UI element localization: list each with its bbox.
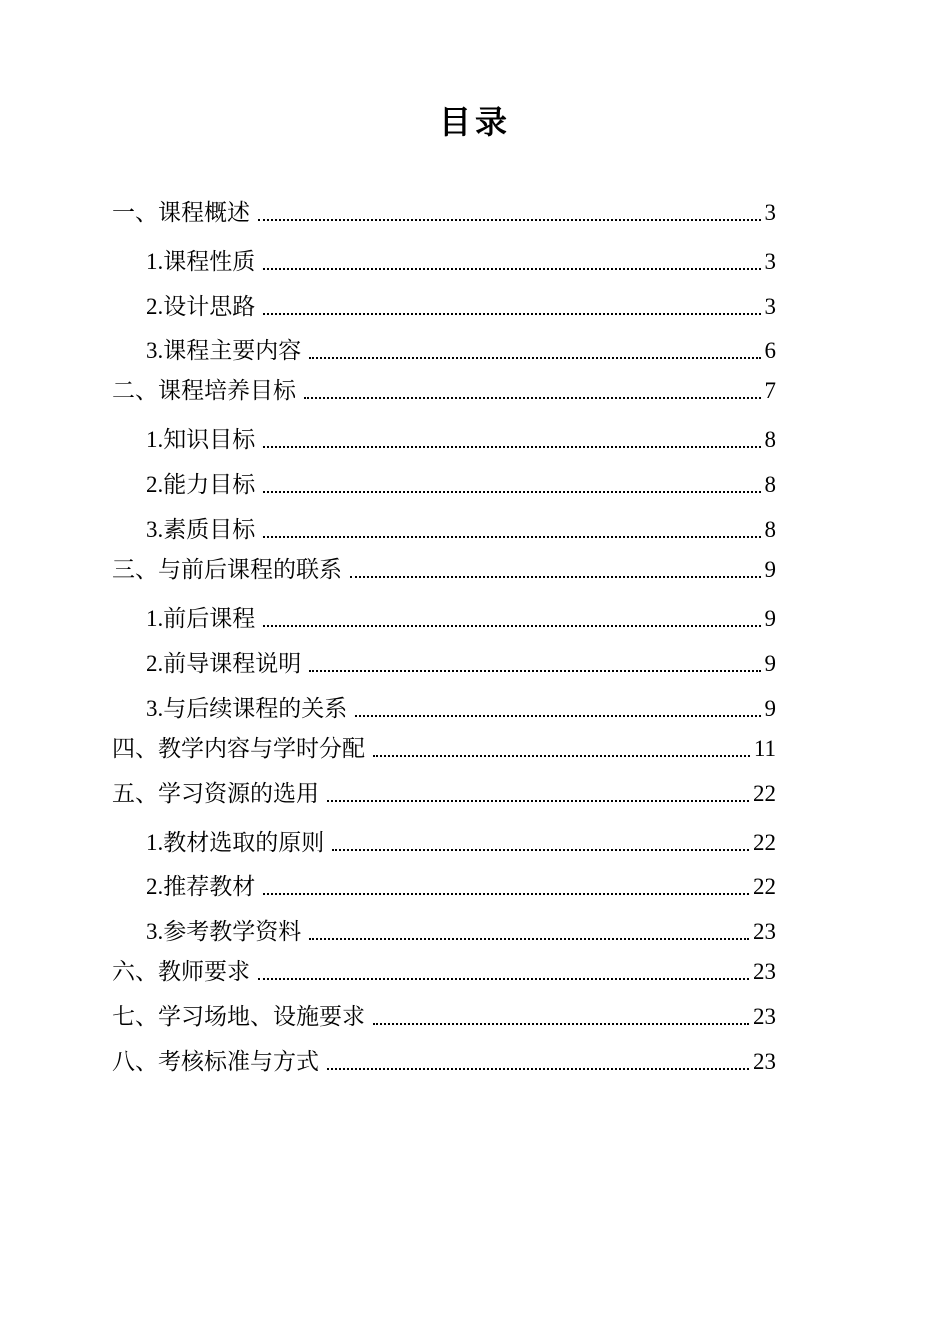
entry-page-number: 22 <box>753 874 776 899</box>
entry-number: 3. <box>146 338 164 363</box>
dot-leader <box>350 576 761 578</box>
entry-number: 三、 <box>112 557 158 582</box>
entry-page-number: 6 <box>764 338 776 363</box>
entry-number: 七、 <box>112 1004 158 1029</box>
entry-title: 教学内容与学时分配 <box>158 736 365 762</box>
entry-number: 3. <box>146 517 164 542</box>
entry-number: 六、 <box>112 959 158 984</box>
entry-title: 推荐教材 <box>163 874 256 900</box>
toc-entry[interactable] <box>146 692 776 724</box>
toc-entry[interactable] <box>146 513 776 545</box>
entry-page-number: 11 <box>753 736 776 761</box>
toc-entry[interactable] <box>112 1045 776 1077</box>
entry-title: 前导课程说明 <box>163 651 302 677</box>
dot-leader <box>263 536 760 538</box>
entry-page-number: 23 <box>753 1004 776 1029</box>
entry-title: 前后课程 <box>163 606 256 632</box>
dot-leader <box>309 938 749 940</box>
dot-leader <box>263 268 760 270</box>
entry-page-number: 22 <box>753 830 776 855</box>
dot-leader <box>258 219 761 221</box>
entry-page-number: 8 <box>764 517 776 542</box>
dot-leader <box>263 625 760 627</box>
entry-title: 与后续课程的关系 <box>163 696 348 722</box>
entry-number: 一、 <box>112 200 158 225</box>
dot-leader <box>304 397 761 399</box>
entry-title: 素质目标 <box>163 517 256 543</box>
dot-leader <box>327 1068 749 1070</box>
entry-title: 考核标准与方式 <box>158 1049 319 1075</box>
dot-leader <box>263 491 760 493</box>
entry-number: 2. <box>146 651 164 676</box>
toc-entry[interactable] <box>112 732 776 764</box>
entry-page-number: 8 <box>764 427 776 452</box>
entry-title: 能力目标 <box>163 472 256 498</box>
toc-entry[interactable] <box>112 196 776 228</box>
dot-leader <box>355 715 760 717</box>
toc-entry[interactable] <box>146 290 776 322</box>
toc-entry[interactable] <box>112 1000 776 1032</box>
dot-leader <box>309 670 760 672</box>
entry-title: 参考教学资料 <box>163 919 302 945</box>
dot-leader <box>309 357 760 359</box>
toc-entry[interactable] <box>146 468 776 500</box>
entry-title: 课程性质 <box>163 249 256 275</box>
page-title: 目录 <box>438 103 511 141</box>
entry-page-number: 23 <box>753 959 776 984</box>
toc-entry[interactable] <box>112 955 776 987</box>
entry-page-number: 9 <box>764 696 776 721</box>
entry-page-number: 3 <box>764 200 776 225</box>
entry-page-number: 7 <box>764 378 776 403</box>
entry-title: 学习场地、设施要求 <box>158 1004 365 1030</box>
entry-number: 3. <box>146 696 164 721</box>
entry-number: 1. <box>146 606 164 631</box>
dot-leader <box>263 313 760 315</box>
toc-entry[interactable] <box>146 647 776 679</box>
entry-title: 教师要求 <box>158 959 250 985</box>
toc-entry[interactable] <box>146 915 776 947</box>
entry-title: 教材选取的原则 <box>163 830 325 856</box>
entry-number: 二、 <box>112 378 158 403</box>
entry-page-number: 3 <box>764 294 776 319</box>
entry-number: 3. <box>146 919 164 944</box>
entry-number: 2. <box>146 472 164 497</box>
entry-number: 1. <box>146 427 164 452</box>
toc-entry[interactable] <box>146 334 776 366</box>
entry-number: 八、 <box>112 1049 158 1074</box>
toc-entry[interactable] <box>146 423 776 455</box>
dot-leader <box>258 978 749 980</box>
dot-leader <box>373 755 750 757</box>
entry-title: 与前后课程的联系 <box>158 557 342 583</box>
toc-entry[interactable] <box>112 374 776 406</box>
toc-entry[interactable] <box>112 777 776 809</box>
entry-page-number: 23 <box>753 1049 776 1074</box>
entry-title: 设计思路 <box>163 294 256 320</box>
dot-leader <box>327 800 749 802</box>
toc-entry[interactable] <box>146 602 776 634</box>
toc-entry[interactable] <box>146 870 776 902</box>
toc-entry[interactable] <box>146 245 776 277</box>
entry-title: 学习资源的选用 <box>158 781 319 807</box>
entry-number: 四、 <box>112 736 158 761</box>
entry-title: 课程主要内容 <box>163 338 302 364</box>
entry-title: 课程培养目标 <box>158 378 296 404</box>
toc-entry[interactable] <box>112 553 776 585</box>
entry-number: 五、 <box>112 781 158 806</box>
entry-page-number: 23 <box>753 919 776 944</box>
entry-number: 1. <box>146 249 164 274</box>
dot-leader <box>263 893 749 895</box>
entry-page-number: 22 <box>753 781 776 806</box>
entry-page-number: 3 <box>764 249 776 274</box>
toc-entry[interactable] <box>146 826 776 858</box>
entry-page-number: 9 <box>764 651 776 676</box>
entry-number: 2. <box>146 874 164 899</box>
dot-leader <box>373 1023 749 1025</box>
entry-page-number: 8 <box>764 472 776 497</box>
entry-number: 2. <box>146 294 164 319</box>
entry-page-number: 9 <box>764 606 776 631</box>
entry-page-number: 9 <box>764 557 776 582</box>
dot-leader <box>332 849 749 851</box>
entry-number: 1. <box>146 830 164 855</box>
entry-title: 课程概述 <box>158 200 250 226</box>
entry-title: 知识目标 <box>163 427 256 453</box>
dot-leader <box>263 446 760 448</box>
